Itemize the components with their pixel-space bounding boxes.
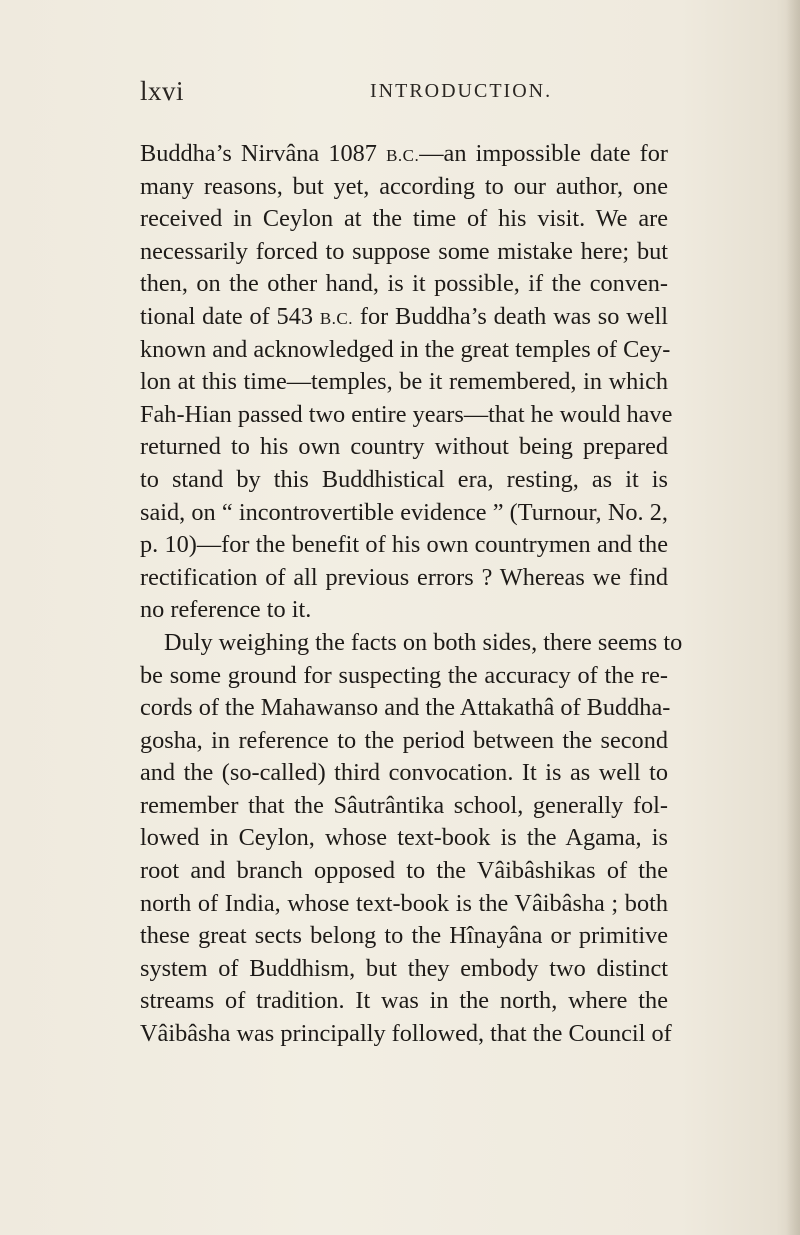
text-line: no reference to it. [140,596,312,624]
text-line: lon at this time—temples, be it remembered, in which [140,368,668,396]
text-line: Vâibâsha was principally followed, that the Council of [140,1020,672,1048]
text-line: these great sects belong to the Hînayâna or primitive [140,922,668,950]
text-line: then, on the other hand, is it possible, if the conven- [140,270,668,298]
text-line: many reasons, but yet, according to our author, one [140,172,668,200]
text-line: streams of tradition. It was in the north, where the [140,987,668,1015]
paragraph [140,627,683,1051]
text-line: and the (so-called) third convocation. It is as well to [140,759,668,787]
text-line: rectification of all previous errors ? Whereas we find [140,563,668,591]
text-line: tional date of 543 B.C. for Buddha’s death was so well [140,302,669,330]
page-edge-shadow [786,0,800,1235]
text-line: Duly weighing the facts on both sides, there seems to [164,628,683,656]
running-head [140,76,668,116]
text-line: root and branch opposed to the Vâibâshikas of the [140,857,668,885]
section-title: INTRODUCTION. [370,80,553,102]
text-line: remember that the Sâutrântika school, generally fol- [140,791,668,819]
text-line: received in Ceylon at the time of his visit. We are [140,205,668,233]
text-line: gosha, in reference to the period between the second [140,726,668,754]
text-line: be some ground for suspecting the accuracy of the re- [140,661,668,689]
text-line: cords of the Mahawanso and the Attakathâ of Buddha- [140,694,671,722]
body-text [140,138,683,1051]
text-line: to stand by this Buddhistical era, resting, as it is [140,465,668,493]
text-line: lowed in Ceylon, whose text-book is the Agama, is [140,824,668,852]
page-number: lxvi [140,76,185,106]
text-line: system of Buddhism, but they embody two distinct [140,954,668,982]
paragraph [140,138,673,627]
text-line: north of India, whose text-book is the Vâibâsha ; both [140,889,668,917]
text-line: Buddha’s Nirvâna 1087 B.C.—an impossible date for [140,140,668,167]
text-line: p. 10)—for the benefit of his own countrymen and the [140,531,668,559]
text-line: Fah-Hian passed two entire years—that he would have [140,400,673,428]
text-line: returned to his own country without being prepared [140,433,668,461]
text-line: known and acknowledged in the great temples of Cey- [140,335,671,363]
text-line: necessarily forced to suppose some mistake here; but [140,237,668,265]
text-line: said, on “ incontrovertible evidence ” (Turnour, No. 2, [140,498,668,526]
